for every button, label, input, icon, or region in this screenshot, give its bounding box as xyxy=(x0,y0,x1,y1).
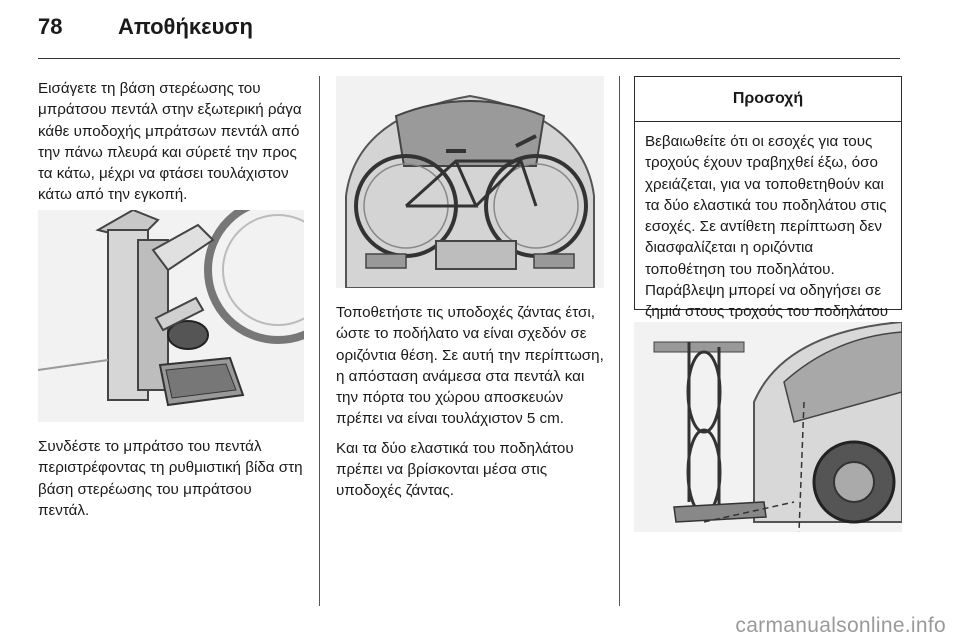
bicycle-on-rear-carrier-illustration-icon xyxy=(336,76,604,288)
left-paragraph-bottom: Συνδέστε το μπράτσο του πεντάλ περιστρέφοντας τη ρυθμιστική βίδα στη βάση στερέωσης του μπράτσου πεντάλ. xyxy=(38,438,303,519)
section-title: Αποθήκευση xyxy=(118,14,253,39)
column-divider-right xyxy=(619,76,620,606)
caution-text: Βεβαιωθείτε ότι οι εσοχές για τους τροχούς έχουν τραβηχθεί έξω, όσο χρειάζεται, για να τοποθετηθούν και τα δύο ελαστικά του ποδηλάτου στις εσοχές. Σε αντίθετη περίπτωση δεν διασφαλίζεται η οριζόντια τοποθέτηση του ποδηλάτου. Παράβλεψη μπορεί να οδηγήσει σε ζημιά στους τροχούς του ποδηλάτου xyxy=(645,133,889,321)
column-divider-left xyxy=(319,76,320,606)
page-number: 78 xyxy=(38,14,63,39)
left-paragraph-top: Εισάγετε τη βάση στερέωσης του μπράτσου πεντάλ στην εξωτερική ράγα κάθε υποδοχής μπράτσων πεντάλ από την πάνω πλευρά και σύρετέ την προς τα κάτω, μέχρι να φτάσει τουλάχιστον κάτω από την εγκοπή. xyxy=(38,80,302,204)
middle-paragraph-1: Τοποθετήστε τις υποδοχές ζάντας έτσι, ώστε το ποδήλατο να είναι σχεδόν σε οριζόντια θέση. Σε αυτή την περίπτωση, η απόσταση ανάμεσα στα πεντάλ και την πόρτα του χώρου αποσκευών πρέπει να είναι τουλάχιστον 5 cm. xyxy=(336,304,604,428)
pedal-arm-mount-illustration-icon xyxy=(38,210,304,422)
header-rule xyxy=(38,58,900,59)
caution-box xyxy=(634,76,902,321)
caution-title: Προσοχή xyxy=(635,77,901,122)
middle-paragraph-2: Και τα δύο ελαστικά του ποδηλάτου πρέπει να βρίσκονται μέσα στις υποδοχές ζάντας. xyxy=(336,439,574,500)
watermark: carmanualsonline.info xyxy=(735,614,946,637)
bicycle-side-view-carrier-illustration-icon xyxy=(634,322,902,532)
middle-text-group xyxy=(336,302,606,502)
